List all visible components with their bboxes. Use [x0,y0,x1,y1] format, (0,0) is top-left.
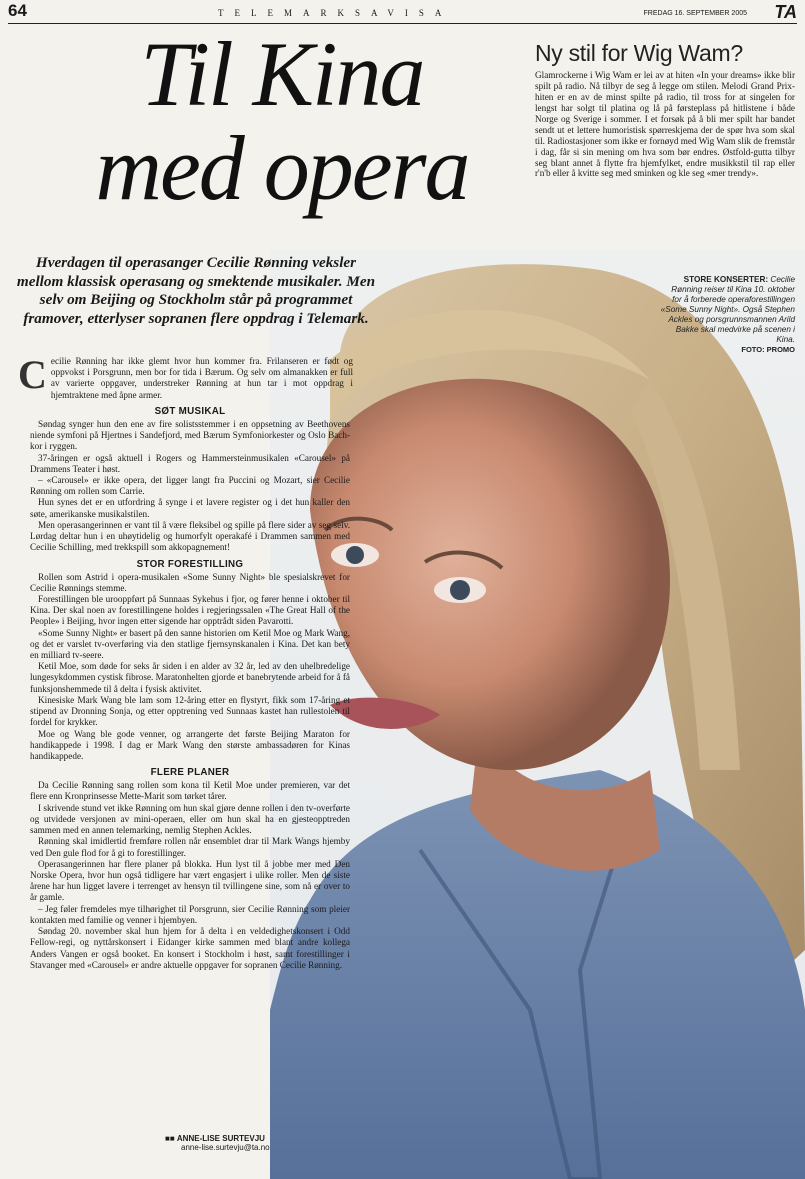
paragraph: Ketil Moe, som døde for seks år siden i en alder av 32 år, led av den uhelbredelige lungesykdommen cystisk fibrose. Maratonhelten gjorde et banebrytende arbeid for å få funksjonshemmede til å delta i fysisk aktivitet. [30,661,350,694]
paragraph: Da Cecilie Rønning sang rollen som kona til Ketil Moe under premieren, var det flere enn Kronprinsesse Mette-Marit som tørket tårer. [30,780,350,802]
sidebar-heading: Ny stil for Wig Wam? [535,40,743,66]
sidebar-article [535,40,795,179]
byline [165,1134,270,1152]
section-heading: STOR FORESTILLING [136,558,244,570]
photo-caption [660,275,795,354]
paragraph: Kinesiske Mark Wang ble lam som 12-åring etter en flystyrt, fikk som 17-åring et stipend av Dronning Sonja, og etter opptrening ved Sunnaas kastet han rullestolen til fordel for krykker. [30,694,350,728]
author-email[interactable]: anne-lise.surtevju@ta.no [181,1143,270,1152]
author-name: ANNE-LISE SURTEVJU [176,1134,265,1143]
page-header [8,1,797,24]
headline-line-1: Til Kina [140,23,424,125]
paragraph: Forestillingen ble urooppført på Sunnaas Sykehus i fjor, og fører henne i oktober til Kina. Der skal noen av forestillingene holdes i regjeringssalen «The Great Hall of the People» i Beijing, hvor ingen etter sigende har opptrådt siden Pavarotti. [30,593,350,627]
caption-text: Cecilie Rønning reiser til Kina 10. oktober for å forberede operaforestillingen «Some Sunny Night». Også Stephen Ackles og porsgrunnsmannen Arild Bakke skal medvirke på scenen i Kina. [660,275,795,344]
ta-logo: TA [774,2,797,22]
lead-paragraph: Hverdagen til operasanger Cecilie Rønning veksler mellom klassisk operasang og smektende musikaler. Men selv om Beijing og Stockholm står på programmet framover, etterlyser sopranen flere oppdrag i Telemark. [16,254,376,327]
paragraph: I skrivende stund vet ikke Rønning om hun skal gjøre denne rollen i den tv-overførte og utvidede versjonen av mini-operaen, eller om hun skal ha en gjesteopptreden sammen med en annen telemarking, nemlig Stephen Ackles. [30,802,350,836]
paragraph: Operasangerinnen har flere planer på blokka. Hun lyst til å jobbe mer med Den Norske Opera, hvor hun også tidligere har vært engasjert i ulike roller. Men de siste årene har hun ligget lavere i terrenget av hensyn til tvillingene sine, som nå er over to år gamle. [30,858,350,903]
paragraph: Moe og Wang ble gode venner, og arrangerte det første Beijing Maraton for handikappede i 1998. I dag er Mark Wang den største ambassadøren for Kinas handikappede. [30,728,350,761]
paper-name: TELEMARKSAVISA [218,8,453,18]
article-body [18,352,353,971]
section-heading: FLERE PLANER [150,767,230,779]
byline-marker: ■■ [165,1134,175,1143]
sidebar-text: Glamrockerne i Wig Wam er lei av at hiten «In your dreams» ikke blir spilt på radio. Nå tilbyr de seg å legge om stilen. Melodi Grand Prix-hiten er en av de minst spilte på radio, til tross for at singelen for lengst har solgt til platina og lå på førsteplass på hitlistene i både Norge og Sverige i sommer. I et forsøk på å bli mer spilt har bandet sendt ut et lettere humoristisk spørreskjema der de spør hva som skal til. Radiostasjoner som ikke er fornøyd med Wig Wam slik de fremstår i dag, får si sin mening om hva som bør endres. Østfold-gutta tilbyr seg blant annet å flytte fra hjemfylket, endre musikkstil til rap eller r'n'b eller å kvitte seg med sminken og kle seg «mer trendy». [535,70,795,179]
paragraph: Søndag synger hun den ene av fire solistsstemmer i en oppsetning av Beethovens niende symfoni på Hjertnes i Sandefjord, med Bærum Symfoniorkester og Oslo Bach-kor i ryggen. [30,418,350,452]
headline-line-2: med opera [95,116,469,219]
headline [22,23,542,219]
issue-date: FREDAG 16. SEPTEMBER 2005 [643,10,747,17]
paragraph: Rønning skal imidlertid fremføre rollen når ensemblet drar til Mark Wangs hjemby ved Den gule flod for å gi to forestillinger. [30,836,350,858]
intro-paragraph [18,352,353,401]
paragraph: Rollen som Astrid i opera-musikalen «Some Sunny Night» ble spesialskrevet for Cecilie Rønnings stemme. [30,571,350,593]
drop-cap: C [18,352,47,397]
page-number: 64 [8,1,27,20]
caption-label: STORE KONSERTER: [683,275,769,284]
paragraph: Søndag 20. november skal hun hjem for å delta i en veldedighetskonsert i Odd Fellow-regi, og nyttårskonsert i Eidanger kirke sammen med blant andre kollega Anders Vangen er også booket. En konsert i Stockholm i høst, samt forestillinger i Stavanger med «Carousel» er andre aktuelle oppgaver for sopranen Cecilie Rønning. [30,926,350,970]
section-heading: SØT MUSIKAL [154,405,226,417]
intro-text: ecilie Rønning har ikke glemt hvor hun kommer fra. Frilanseren er født og oppvokst i Porsgrunn, men bor for tida i Bærum. Og selv om almanakken er full av varierte oppgaver, understreker Rønning at hun tar i mot oppdrag i hjemtraktene med åpne armer. [50,356,353,400]
paragraph: 37-åringen er også aktuell i Rogers og Hammersteinmusikalen «Carousel» på Drammens Teater i høst. [30,452,350,474]
photo-credit: FOTO: PROMO [741,345,795,354]
paragraph: – Jeg føler fremdeles mye tilhørighet til Porsgrunn, sier Cecilie Rønning som pleier kontakten med familie og venner i hjembyen. [30,903,350,925]
paragraph: Hun synes det er en utfordring å synge i et lavere register og i det hun kaller den søte, amerikanske musikalstilen. [30,497,350,519]
paragraph: – «Carousel» er ikke opera, det ligger langt fra Puccini og Mozart, sier Cecilie Rønning om rollen som Carrie. [30,474,350,497]
paragraph: «Some Sunny Night» er basert på den sanne historien om Ketil Moe og Mark Wang, og det er varslet tv-overføring via den statlige fjernsynskanalen i Kina. Det kan bety en milliard tv-seere. [30,627,350,661]
paragraph: Men operasangerinnen er vant til å være fleksibel og spille på flere sider av seg selv. Lørdag deltar hun i en uhøytidelig og humorfylt operakafé i Drammen sammen med Cecilie Schilling, med trekkspill som akkopagnement! [30,519,350,553]
